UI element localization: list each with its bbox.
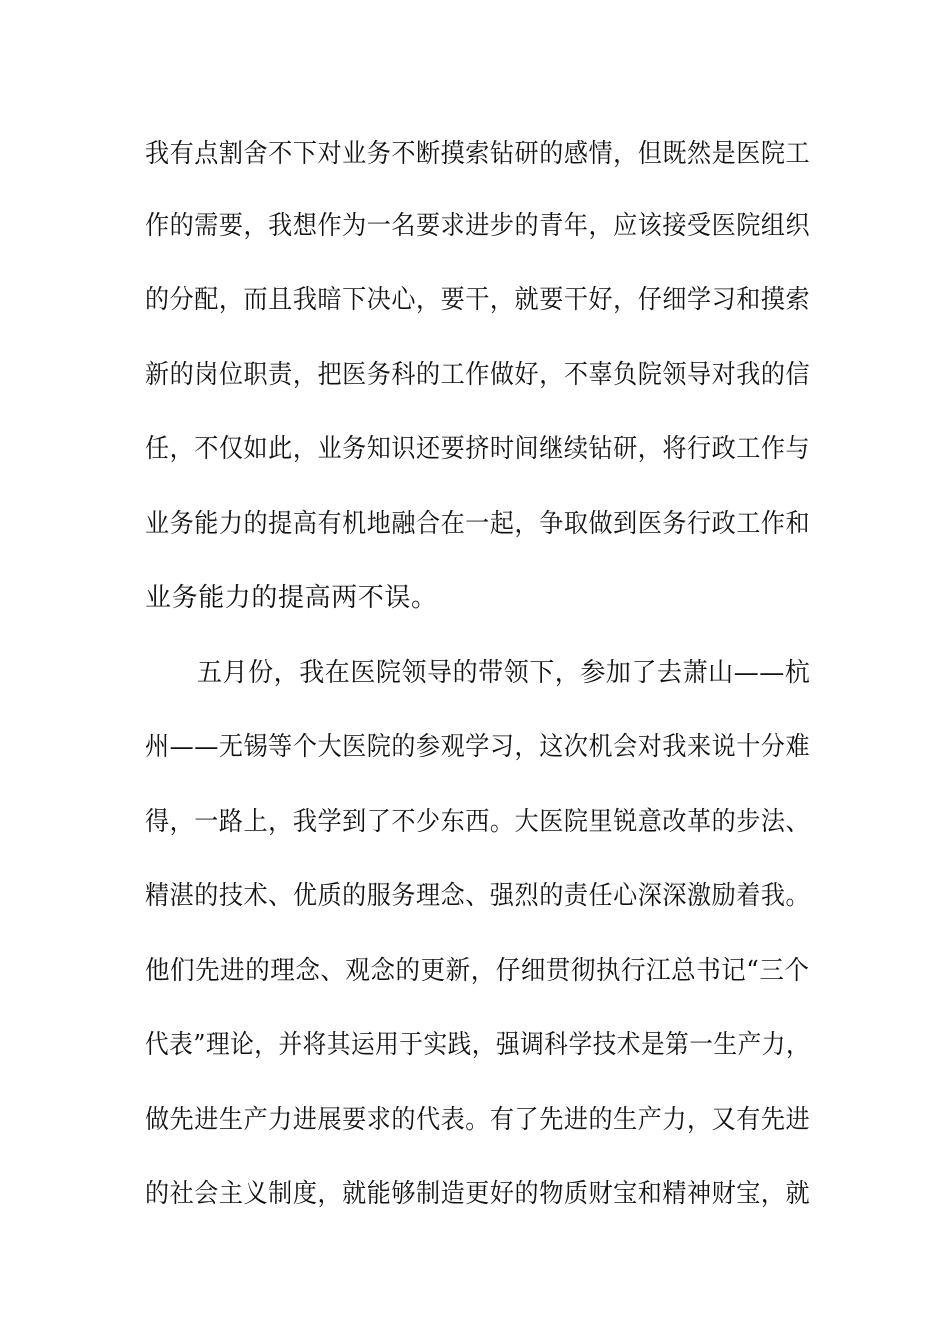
- text-line: 的分配，而且我暗下决心，要干，就要干好，仔细学习和摸索: [145, 285, 811, 315]
- text-line: 代表”理论，并将其运用于实践，强调科学技术是第一生产力，: [145, 1030, 811, 1060]
- paragraph-first-line: 五月份，我在医院领导的带领下，参加了去萧山——杭: [197, 658, 811, 688]
- text-line: 业务能力的提高有机地融合在一起，争取做到医务行政工作和: [145, 509, 811, 539]
- text-line: 作的需要，我想作为一名要求进步的青年，应该接受医院组织: [145, 211, 811, 241]
- text-line: 的社会主义制度，就能够制造更好的物质财宝和精神财宝，就: [145, 1179, 811, 1209]
- text-line: 我有点割舍不下对业务不断摸索钻研的感情，但既然是医院工: [145, 139, 811, 169]
- text-line: 业务能力的提高两不误。: [145, 583, 438, 613]
- text-line: 任，不仅如此，业务知识还要挤时间继续钻研，将行政工作与: [145, 434, 811, 464]
- text-line: 州——无锡等个大医院的参观学习，这次机会对我来说十分难: [145, 732, 811, 762]
- text-line: 做先进生产力进展要求的代表。有了先进的生产力，又有先进: [145, 1105, 811, 1135]
- text-line: 精湛的技术、优质的服务理念、强烈的责任心深深激励着我。: [145, 881, 811, 911]
- text-line: 新的岗位职责，把医务科的工作做好，不辜负院领导对我的信: [145, 360, 811, 390]
- text-line: 他们先进的理念、观念的更新，仔细贯彻执行江总书记“三个: [145, 956, 810, 986]
- text-line: 得，一路上，我学到了不少东西。大医院里锐意改革的步法、: [145, 807, 811, 837]
